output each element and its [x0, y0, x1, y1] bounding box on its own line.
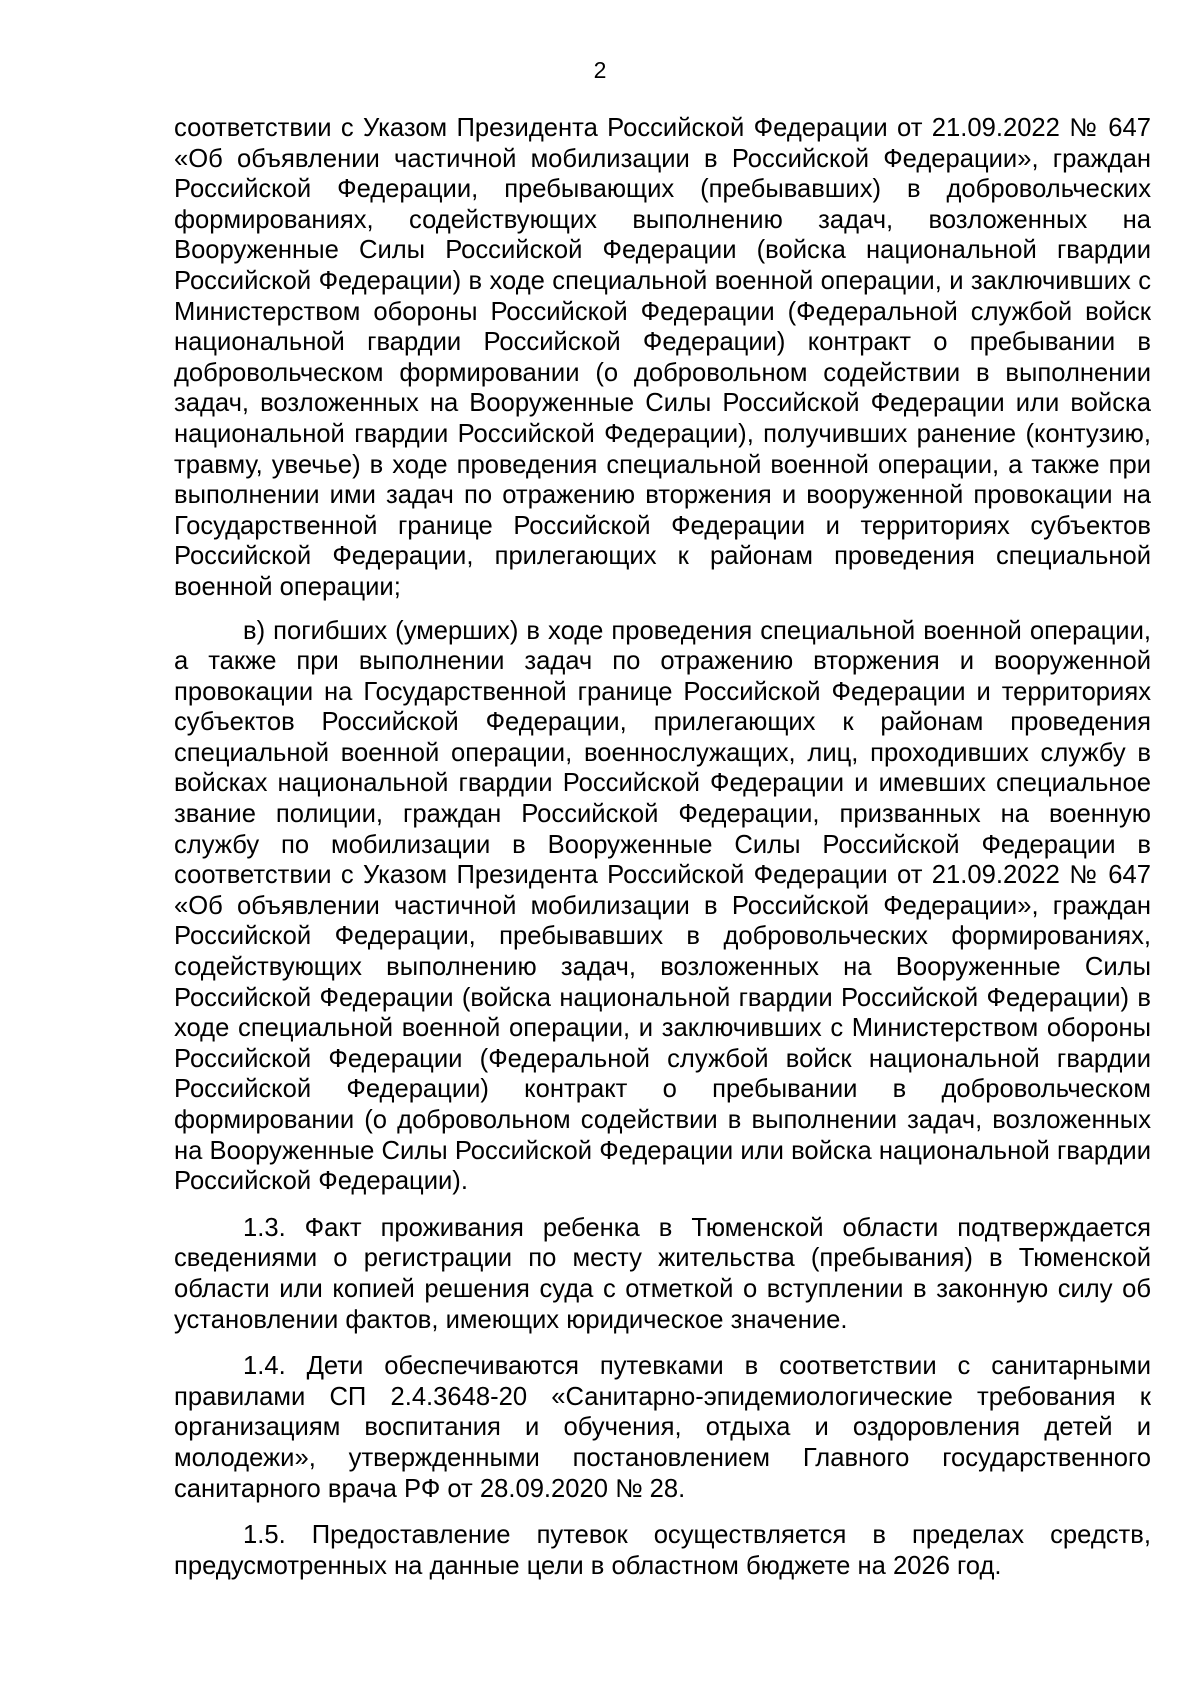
page-number: 2: [593, 57, 607, 83]
paragraph-item-1-3: 1.3. Факт проживания ребенка в Тюменской области подтверждается сведениями о регистрации по месту жительства (пребывания) в Тюменской области или копией решения суда с отметкой о вступлении в законную силу об установлении фактов, имеющих юридическое значение.: [174, 1213, 1151, 1334]
paragraph-item-v: в) погибших (умерших) в ходе проведения специальной военной операции, а также при выполнении задач по отражению вторжения и вооруженной провокации на Государственной границе Российской Федерации и территориях субъектов Российской Федерации, прилегающих к районам проведения специальной военной операции, военнослужащих, лиц, проходивших службу в войсках национальной гвардии Российской Федерации и имевших специальное звание полиции, граждан Российской Федерации, призванных на военную службу по мобилизации в Вооруженные Силы Российской Федерации в соответствии с Указом Президента Российской Федерации от 21.09.2022 № 647 «Об объявлении частичной мобилизации в Российской Федерации», граждан Российской Федерации, пребывавших в добровольческих формированиях, содействующих выполнению задач, возложенных на Вооруженные Силы Российской Федерации (войска национальной гвардии Российской Федерации) в ходе специальной военной операции, и заключивших с Министерством обороны Российской Федерации (Федеральной службой войск национальной гвардии Российской Федерации) контракт о пребывании в добровольческом формировании (о добровольном содействии в выполнении задач, возложенных на Вооруженные Силы Российской Федерации или войска национальной гвардии Российской Федерации).: [174, 616, 1151, 1196]
paragraph-item-1-4: 1.4. Дети обеспечиваются путевками в соответствии с санитарными правилами СП 2.4.3648-20 «Санитарно-эпидемиологические требования к организациям воспитания и обучения, отдыха и оздоровления детей и молодежи», утвержденными постановлением Главного государственного санитарного врача РФ от 28.09.2020 № 28.: [174, 1352, 1151, 1503]
paragraph-continued: соответствии с Указом Президента Российской Федерации от 21.09.2022 № 647 «Об объявлении частичной мобилизации в Российской Федерации», граждан Российской Федерации, пребывающих (пребывавших) в добровольческих формированиях, содействующих выполнению задач, возложенных на Вооруженные Силы Российской Федерации (войска национальной гвардии Российской Федерации) в ходе специальной военной операции, и заключивших с Министерством обороны Российской Федерации (Федеральной службой войск национальной гвардии Российской Федерации) контракт о пребывании в добровольческом формировании (о добровольном содействии в выполнении задач, возложенных на Вооруженные Силы Российской Федерации или войска национальной гвардии Российской Федерации), получивших ранение (контузию, травму, увечье) в ходе проведения специальной военной операции, а также при выполнении ими задач по отражению вторжения и вооруженной провокации на Государственной границе Российской Федерации и территориях субъектов Российской Федерации, прилегающих к районам проведения специальной военной операции;: [174, 114, 1151, 601]
paragraph-item-1-5: 1.5. Предоставление путевок осуществляется в пределах средств, предусмотренных на данные цели в областном бюджете на 2026 год.: [174, 1521, 1151, 1580]
document-body: [174, 113, 1151, 1581]
